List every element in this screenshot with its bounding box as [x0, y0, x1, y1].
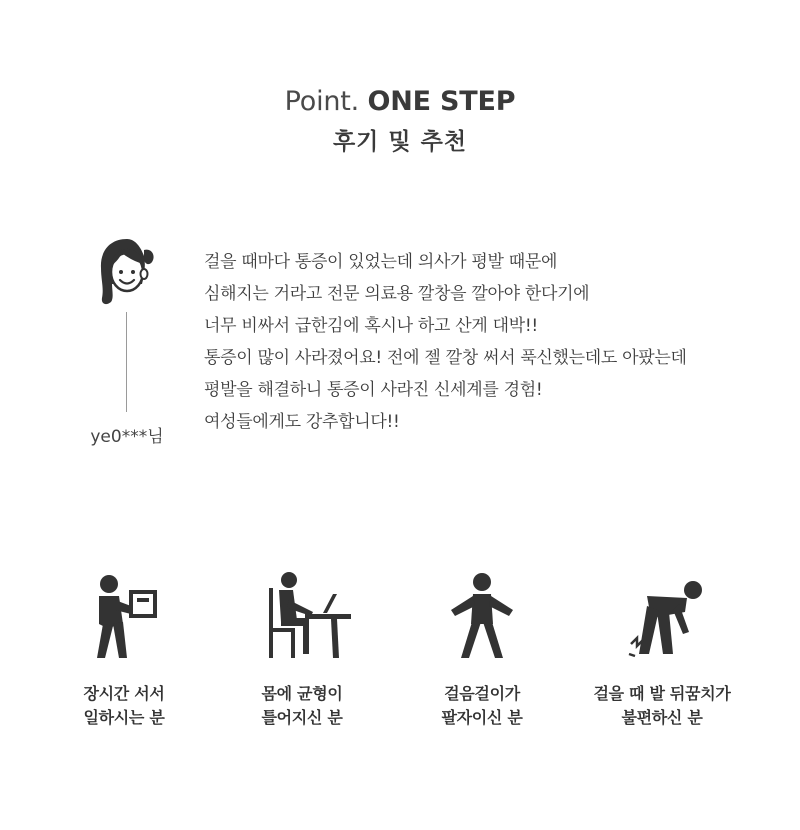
recommended-for-list [0, 566, 800, 756]
box-carrier-icon [69, 566, 179, 666]
reviewer-divider [126, 312, 127, 412]
review-line: 여성들에게도 강추합니다!! [204, 412, 400, 432]
target-item-gait [392, 566, 572, 730]
target-label [572, 682, 752, 730]
target-label [212, 682, 392, 730]
target-label-line: 불편하신 분 [621, 708, 703, 727]
heel-pain-icon [607, 566, 717, 666]
review-line: 너무 비싸서 급한김에 혹시나 하고 산게 대박!! [204, 316, 538, 336]
woman-avatar-icon [94, 236, 160, 308]
target-label-line: 일하시는 분 [83, 708, 165, 727]
desk-worker-icon [247, 566, 357, 666]
review-line: 통증이 많이 사라졌어요! 전에 젤 깔창 써서 푹신했는데도 아팠는데 [204, 348, 687, 368]
target-label-line: 걸음걸이가 [444, 684, 520, 703]
target-label-line: 팔자이신 분 [441, 708, 523, 727]
target-label-line: 틀어지신 분 [261, 708, 343, 727]
target-label-line: 몸에 균형이 [261, 684, 343, 703]
point-heading [0, 84, 800, 120]
section-header [0, 84, 800, 158]
section-subtitle: 후기 및 추천 [332, 129, 468, 155]
point-prefix: Point. [284, 86, 360, 117]
standing-person-icon [427, 566, 537, 666]
target-label-line: 장시간 서서 [83, 684, 165, 703]
target-label-line: 걸을 때 발 뒤꿈치가 [593, 684, 731, 703]
reviewer-name: ye0***님 [90, 427, 164, 447]
point-title: ONE STEP [367, 86, 516, 117]
reviewer-profile [80, 236, 174, 456]
target-label [34, 682, 214, 730]
target-item-standing-work [34, 566, 214, 730]
target-item-balance [212, 566, 392, 730]
review-text [204, 246, 779, 438]
review-line: 걸을 때마다 통증이 있었는데 의사가 평발 때문에 [204, 252, 558, 272]
target-label [392, 682, 572, 730]
target-item-heel [572, 566, 752, 730]
review-line: 평발을 해결하니 통증이 사라진 신세계를 경험! [204, 380, 543, 400]
review-line: 심해지는 거라고 전문 의료용 깔창을 깔아야 한다기에 [204, 284, 590, 304]
